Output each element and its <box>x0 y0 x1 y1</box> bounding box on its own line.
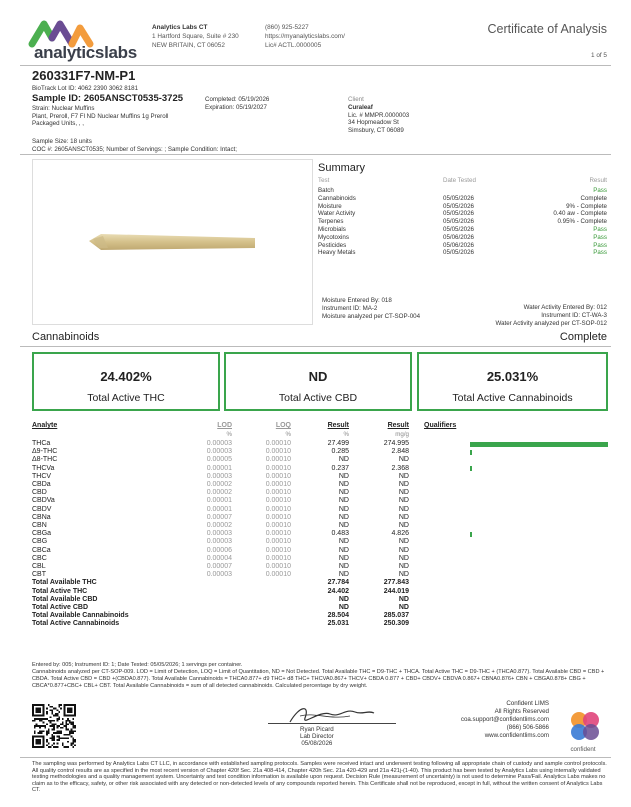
analyte-name: Total Available THC <box>32 579 97 587</box>
analyte-name: CBL <box>32 563 46 570</box>
table-row <box>32 522 631 530</box>
col-lod: LOD <box>217 422 232 429</box>
analyte-name: CBC <box>32 554 47 562</box>
lab-address-line1: 1 Hartford Square, Suite # 230 <box>152 32 239 40</box>
total-cannabinoids-label: Total Active Cannabinoids <box>452 392 573 404</box>
table-row <box>32 465 631 473</box>
expiration-date: Expiration: 05/19/2027 <box>205 104 267 112</box>
unit-result-pct: % <box>343 431 349 438</box>
cannabinoids-title: Cannabinoids <box>32 331 100 343</box>
lab-address <box>152 24 239 50</box>
loq-value: 0.00010 <box>265 563 291 570</box>
sample-size: Sample Size: 18 units <box>32 138 92 145</box>
result-mg: ND <box>398 554 409 562</box>
summary-test-date: 05/05/2026 <box>443 226 474 233</box>
table-row <box>32 571 631 579</box>
totals-row <box>32 620 631 628</box>
client-name: Curaleaf <box>348 104 373 111</box>
lod-value: 0.00001 <box>206 464 232 472</box>
loq-value: 0.00010 <box>265 554 291 562</box>
loq-value: 0.00010 <box>265 472 291 480</box>
client-address-line2: Simsbury, CT 06089 <box>348 126 404 134</box>
lod-value: 0.00003 <box>206 538 232 546</box>
loq-value: 0.00010 <box>265 505 291 513</box>
summary-test-name: Water Activity <box>318 210 356 218</box>
unit-loq: % <box>285 431 291 438</box>
lab-license: Lic# ACTL.0000005 <box>265 41 322 49</box>
summary-col-test: Test <box>318 177 330 184</box>
totals-row <box>32 588 631 596</box>
loq-value: 0.00010 <box>265 530 291 538</box>
totals-row <box>32 612 631 620</box>
lod-value: 0.00003 <box>206 440 232 447</box>
result-mg: 244.019 <box>383 587 409 595</box>
table-row <box>32 563 631 571</box>
document-title: Certificate of Analysis <box>487 22 607 36</box>
loq-value: 0.00010 <box>265 440 291 447</box>
analyte-name: Total Available Cannabinoids <box>32 612 129 620</box>
table-row <box>32 530 631 538</box>
lod-value: 0.00007 <box>206 563 232 570</box>
result-mg: ND <box>398 472 409 480</box>
cannabinoids-status: Complete <box>559 331 607 343</box>
result-pct: 0.237 <box>331 464 349 472</box>
summary-test-date: 05/06/2026 <box>443 241 474 249</box>
completed-date: Completed: 05/19/2026 <box>205 96 270 103</box>
product-photo <box>32 159 313 325</box>
qr-code-icon[interactable] <box>32 704 76 748</box>
coc-info: COC #: 2605ANSCT0535; Number of Servings: ; Sample Condition: Intact; <box>32 145 237 153</box>
disclaimer: The sampling was performed by Analytics Labs CT LLC, in accordance with established sampling protocols. Samples were received intact and underwent testing following all appropriate chain of custody and sample control protocols. All quality control results are as specified in the most recent version of Chapter 420f Sec. 21a 408-414, Chapter 420h Sec. 21a 420-429 and 21a 421j-(1-40). This product has been tested by Analytics Labs using internally validated testing methodologies and a quality management system. Uncertainty and test condition information is available upon request. Decision Rule (measurement of uncertainty) is not used to determine Pass/Fail. Analytics Labs makes no claim as to the efficacy, safety, or other risk associated with any detected or non-detected levels of any compounds reported herein. This Certificate shall not be reproduced, except in full, without the written consent of Analytics Labs CT. <box>32 761 607 794</box>
water-instrument: Instrument ID: CT-WA-3 <box>541 312 607 319</box>
result-mg: 277.843 <box>383 579 409 587</box>
table-row <box>32 547 631 555</box>
table-row <box>32 489 631 497</box>
biotrack-lot-id: BioTrack Lot ID: 4062 2390 3062 8181 <box>32 85 139 92</box>
lims-phone: (866) 506-5866 <box>506 724 549 731</box>
summary-test-date: 05/06/2026 <box>443 233 474 241</box>
table-row <box>32 456 631 464</box>
result-pct: ND <box>338 505 349 513</box>
sample-id: Sample ID: 2605ANSCT0535-3725 <box>32 93 184 104</box>
signer-title: Lab Director <box>300 733 334 741</box>
loq-value: 0.00010 <box>265 546 291 554</box>
result-mg: 285.037 <box>383 612 409 620</box>
result-mg: ND <box>398 497 409 505</box>
result-pct: 25.031 <box>327 620 349 628</box>
total-thc-label: Total Active THC <box>87 392 165 404</box>
qualifier-bar <box>470 466 472 471</box>
loq-value: 0.00010 <box>265 448 291 456</box>
lod-value: 0.00001 <box>206 497 232 505</box>
lod-value: 0.00004 <box>206 554 232 562</box>
sample-size-info <box>32 138 237 153</box>
moisture-instrument: Instrument ID: MA-2 <box>322 305 378 312</box>
loq-value: 0.00010 <box>265 481 291 488</box>
loq-value: 0.00010 <box>265 456 291 464</box>
result-mg: ND <box>398 522 409 529</box>
result-mg: ND <box>398 595 409 603</box>
client-address-line1: 34 Hopmeadow St <box>348 119 399 126</box>
total-cannabinoids-box <box>417 352 608 411</box>
summary-test-date: 05/05/2026 <box>443 202 474 210</box>
lims-website-link[interactable]: www.confidentlims.com <box>484 732 549 739</box>
summary-col-result: Result <box>589 177 607 184</box>
summary-col-date: Date Tested <box>443 177 476 184</box>
loq-value: 0.00010 <box>265 513 291 521</box>
notes <box>32 662 612 690</box>
analyte-name: CBDV <box>32 505 52 513</box>
summary-test-result: Pass <box>593 233 607 241</box>
summary-test-result: 9% - Complete <box>566 202 607 210</box>
result-mg: 4.826 <box>391 530 409 538</box>
signature-line <box>268 723 396 724</box>
result-mg: ND <box>398 505 409 513</box>
moisture-info <box>322 297 420 321</box>
result-mg: ND <box>398 456 409 464</box>
divider <box>20 154 611 155</box>
divider <box>20 757 611 758</box>
table-row <box>32 448 631 456</box>
analyte-name: Total Active CBD <box>32 604 89 611</box>
sample-details <box>32 105 168 128</box>
result-pct: ND <box>338 554 349 562</box>
col-analyte: Analyte <box>32 422 58 429</box>
summary-test-result: 0.95% - Complete <box>557 218 607 226</box>
result-pct: ND <box>338 481 349 488</box>
result-pct: 0.483 <box>331 530 349 538</box>
summary-test-result: Pass <box>593 187 607 194</box>
lims-name: Confident LIMS <box>506 700 549 707</box>
result-pct: 0.285 <box>331 448 349 456</box>
notes-line1: Entered by: 005; Instrument ID: 1; Date Tested: 05/05/2026; 1 servings per container. <box>32 662 243 668</box>
analyte-name: CBT <box>32 571 46 579</box>
water-sop: Water Activity analyzed per CT-SOP-012 <box>495 320 607 327</box>
analyte-name: THCV <box>32 472 52 480</box>
analyte-name: CBN <box>32 522 47 529</box>
result-pct: ND <box>338 604 349 611</box>
result-mg: 274.995 <box>383 440 409 447</box>
analyte-name: CBD <box>32 489 47 497</box>
loq-value: 0.00010 <box>265 522 291 529</box>
result-mg: 250.309 <box>383 620 409 628</box>
lims-info <box>461 700 549 740</box>
result-mg: ND <box>398 604 409 611</box>
total-thc-box <box>32 352 220 411</box>
loq-value: 0.00010 <box>265 497 291 505</box>
strain: Strain: Nuclear Muffins <box>32 105 95 112</box>
result-mg: ND <box>398 538 409 546</box>
table-row <box>32 506 631 514</box>
signer-name: Ryan Picard <box>300 726 334 733</box>
lod-value: 0.00007 <box>206 513 232 521</box>
analyte-name: Total Available CBD <box>32 595 98 603</box>
loq-value: 0.00010 <box>265 489 291 497</box>
result-pct: 28.504 <box>327 612 349 620</box>
summary-test-result: Pass <box>593 226 607 233</box>
summary-test-result: Complete <box>580 194 607 202</box>
summary-test-date: 05/05/2026 <box>443 218 474 226</box>
water-activity-info <box>495 304 607 328</box>
summary-test-name: Moisture <box>318 202 342 210</box>
result-pct: ND <box>338 538 349 546</box>
col-result-mg: Result <box>387 422 409 429</box>
moisture-entered-by: Moisture Entered By: 018 <box>322 297 392 304</box>
summary-test-name: Cannabinoids <box>318 194 356 202</box>
table-row <box>32 497 631 505</box>
divider <box>20 346 611 347</box>
totals-row <box>32 596 631 604</box>
table-row <box>32 473 631 481</box>
analyte-name: Δ9-THC <box>32 448 58 456</box>
lims-rights: All Rights Reserved <box>494 708 549 715</box>
moisture-sop: Moisture analyzed per CT-SOP-004 <box>322 313 421 320</box>
analyte-name: CBDa <box>32 481 51 488</box>
result-pct: 24.402 <box>327 587 349 595</box>
confident-logo-icon <box>567 708 603 744</box>
lod-value: 0.00001 <box>206 505 232 513</box>
analyte-name: CBNa <box>32 513 51 521</box>
totals-row <box>32 579 631 587</box>
divider <box>20 65 611 66</box>
loq-value: 0.00010 <box>265 571 291 579</box>
result-mg: 2.848 <box>391 448 409 456</box>
lod-value: 0.00006 <box>206 546 232 554</box>
table-row <box>32 538 631 546</box>
lims-email-link[interactable]: coa.support@confidentlims.com <box>460 716 549 723</box>
signature-date: 05/08/2026 <box>301 740 333 748</box>
notes-line2: Cannabinoids analyzed per CT-SOP-009. LOD = Limit of Detection, LOQ = Limit of Quantitation, ND = Not Detected. Total Available THC = D9-THC + THCA. Total Active THC = D9-THC + (THCA0.877). Total Available CBD = CBD + CBDA. Total Active CBD = CBD +(CBDA0.877). Total Available Cannabinoids = THCA0.877+ d9 THC+ d8 THC+ THCVA0.867+ THCV+ CBDA 0.877 + CBD+ CBDV+ CBDVA 0.867+ CBNA0.876+ CBN + CBGA0.878+ CBG + CBCA*0.877+CBC+ CBL+ CBT. Total Available Cannabinoids = sum of all detected cannabinoids. Calculated percentage by dry weight. <box>32 669 605 689</box>
table-row <box>32 481 631 489</box>
result-pct: ND <box>338 563 349 570</box>
lod-value: 0.00002 <box>206 481 232 488</box>
summary-test-date: 05/05/2026 <box>443 249 474 257</box>
analyte-name: CBGa <box>32 530 52 538</box>
total-cbd-value: ND <box>308 369 328 384</box>
signer-info <box>300 726 334 748</box>
result-pct: ND <box>338 489 349 497</box>
water-entered-by: Water Activity Entered By: 012 <box>523 304 607 311</box>
loq-value: 0.00010 <box>265 538 291 546</box>
unit-lod: % <box>226 431 232 438</box>
product-description: Plant, Preroll, F7 Fl ND Nuclear Muffins 1g Preroll <box>32 112 169 120</box>
total-cbd-box <box>224 352 412 411</box>
analyte-name: Δ8-THC <box>32 456 58 464</box>
lab-website-link[interactable]: https://myanalyticslabs.com/ <box>265 32 345 40</box>
analyte-name: Total Active THC <box>32 587 88 595</box>
page-number: 1 of 5 <box>591 52 607 59</box>
summary-test-name: Microbials <box>318 226 346 233</box>
qualifier-bar <box>470 532 472 537</box>
totals-row <box>32 604 631 612</box>
analyte-name: CBDVa <box>32 497 55 505</box>
summary-test-date: 05/05/2026 <box>443 210 474 218</box>
result-pct: ND <box>338 571 349 579</box>
summary-test-name: Pesticides <box>318 241 347 249</box>
lod-value: 0.00002 <box>206 489 232 497</box>
result-pct: 27.784 <box>327 579 349 587</box>
analyte-name: CBG <box>32 538 48 546</box>
total-cannabinoids-value: 25.031% <box>486 369 539 384</box>
analyte-name: Total Active Cannabinoids <box>32 620 120 628</box>
lod-value: 0.00005 <box>206 456 232 464</box>
result-pct: ND <box>338 522 349 529</box>
client-info <box>348 104 409 134</box>
table-row <box>32 555 631 563</box>
lod-value: 0.00003 <box>206 472 232 480</box>
result-mg: ND <box>398 563 409 570</box>
result-pct: ND <box>338 595 349 603</box>
col-loq: LOQ <box>275 422 291 429</box>
result-pct: ND <box>338 497 349 505</box>
qualifier-bar <box>470 442 608 447</box>
lab-phone: (860) 925-5227 <box>265 24 309 31</box>
packaged-units: Packaged Units, , , <box>32 120 84 128</box>
confident-logo-text: confident <box>570 746 596 753</box>
summary-test-name: Batch <box>318 187 334 194</box>
analyte-name: THCa <box>32 440 51 447</box>
lod-value: 0.00003 <box>206 448 232 456</box>
result-mg: ND <box>398 513 409 521</box>
lab-contact <box>265 24 345 50</box>
loq-value: 0.00010 <box>265 464 291 472</box>
result-mg: ND <box>398 571 409 579</box>
sample-dates <box>205 96 269 112</box>
preroll-image-icon <box>33 160 312 324</box>
result-pct: ND <box>338 546 349 554</box>
client-label: Client <box>348 96 364 103</box>
table-row <box>32 514 631 522</box>
summary-test-result: 0.40 aw - Complete <box>553 210 607 218</box>
summary-test-name: Terpenes <box>318 218 344 226</box>
unit-result-mg: mg/g <box>395 431 409 438</box>
lod-value: 0.00002 <box>206 522 232 529</box>
result-pct: ND <box>338 513 349 521</box>
summary-test-date: 05/05/2026 <box>443 194 474 202</box>
analyte-name: THCVa <box>32 464 55 472</box>
summary-title: Summary <box>318 162 366 174</box>
summary-test-result: Pass <box>593 249 607 257</box>
result-pct: 27.499 <box>327 440 349 447</box>
analyte-name: CBCa <box>32 546 51 554</box>
result-mg: ND <box>398 546 409 554</box>
lab-name: Analytics Labs CT <box>152 24 208 31</box>
total-cbd-label: Total Active CBD <box>278 392 358 404</box>
lod-value: 0.00003 <box>206 571 232 579</box>
result-mg: ND <box>398 481 409 488</box>
summary-test-name: Mycotoxins <box>318 233 349 241</box>
summary-test-name: Heavy Metals <box>318 249 356 257</box>
total-thc-value: 24.402% <box>100 369 152 384</box>
col-result-pct: Result <box>327 422 349 429</box>
col-qualifiers: Qualifiers <box>424 422 457 429</box>
result-pct: ND <box>338 472 349 480</box>
lab-address-line2: NEW BRITAIN, CT 06052 <box>152 41 225 49</box>
lod-value: 0.00003 <box>206 530 232 538</box>
result-mg: ND <box>398 489 409 497</box>
batch-id: 260331F7-NM-P1 <box>32 68 136 83</box>
summary-test-result: Pass <box>593 241 607 249</box>
logo-text: analyticslabs <box>34 43 137 62</box>
result-pct: ND <box>338 456 349 464</box>
client-license: Lic. # MMPR.0000003 <box>348 111 410 119</box>
result-mg: 2.368 <box>391 464 409 472</box>
qualifier-bar <box>470 450 472 455</box>
